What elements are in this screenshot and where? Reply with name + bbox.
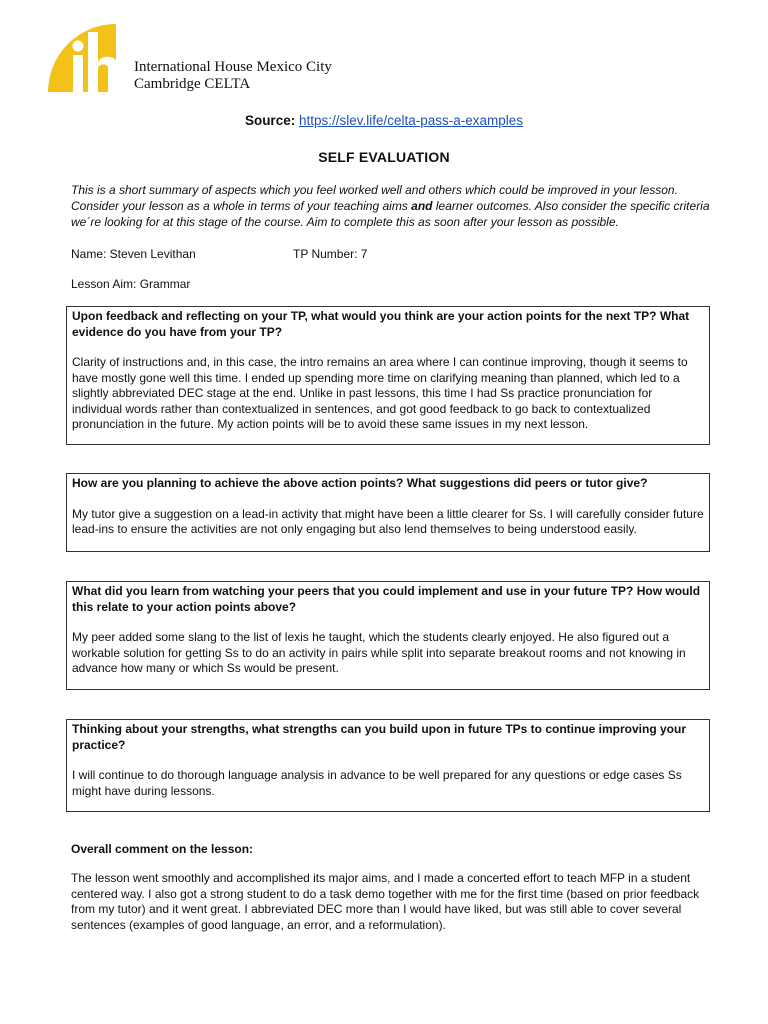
intro-bold-word: and — [411, 199, 433, 213]
section-box-achieve-plan — [66, 473, 710, 552]
logo-i-stem — [73, 55, 83, 92]
org-line-1: International House Mexico City — [134, 59, 332, 75]
tp-number-field: TP Number: 7 — [293, 247, 368, 261]
name-field: Name: Steven Levithan — [71, 247, 196, 261]
organization-name — [134, 59, 332, 93]
intro-text: This is a short summary of aspects which you feel worked well and others which could be improved in your lesson. Consider your lesson as a whole in terms of your teaching aims and learner outcomes. Also consider the specific criteria we´re looking for at this stage of the course. Aim to complete this as soon after your lesson as possible. — [71, 183, 710, 229]
overall-comment: The lesson went smoothly and accomplished its major aims, and I made a concerted effort to teach MFP in a student centered way. I also got a strong student to do a task demo together with me for the first time (based on prior feedback from my tutor) and it went great. I abbreviated DEC more than I would have liked, but was still able to cover several sentences (examples of good language, an error, and a reformulation). — [71, 871, 700, 932]
source-line — [0, 113, 768, 128]
section-answer: Clarity of instructions and, in this case, the intro remains an area where I can continue improving, though it seems to have mostly gone well this time. I ended up spending more time on clarifying meaning than planned, which led to a slightly abbreviated DEC stage at the end. Unlike in past lessons, this time I had Ss practice pronunciation for individual words rather than contextualized in sentences, and got good feedback to go back to contextualized pronunciation in the future. My action points will be to avoid these same issues in my next lesson. — [72, 355, 688, 431]
section-question: How are you planning to achieve the above action points? What suggestions did peers or tutor give? — [72, 476, 648, 490]
section-question: Upon feedback and reflecting on your TP, what would you think are your action points for the next TP? What evidence do you have from your TP? — [72, 309, 690, 339]
section-box-peers — [66, 581, 710, 690]
section-box-strengths — [66, 719, 710, 812]
source-label: Source: — [244, 113, 296, 128]
section-question: Thinking about your strengths, what strengths can you build upon in future TPs to continue improving your practice? — [72, 722, 687, 752]
section-answer: My peer added some slang to the list of lexis he taught, which the students clearly enjoyed. He also figured out a workable solution for getting Ss to do an activity in pairs while split into separate breakout rooms and not knowing in advance how many or which Ss would be present. — [72, 630, 686, 675]
logo-dot — [73, 41, 84, 52]
logo-h-stem — [88, 32, 98, 92]
source-link[interactable]: https://slev.life/celta-pass-a-examples — [298, 113, 524, 128]
section-answer: My tutor give a suggestion on a lead-in activity that might have been a little clearer for Ss. I will carefully consider future lead-ins to ensure the activities are not only engaging but also lend themselves to being understood easily. — [72, 506, 704, 536]
ih-logo — [48, 24, 132, 92]
lesson-aim-field: Lesson Aim: Grammar — [71, 277, 191, 291]
overall-heading: Overall comment on the lesson: — [71, 842, 254, 856]
page-title: SELF EVALUATION — [318, 149, 450, 165]
org-line-2: Cambridge CELTA — [134, 76, 251, 92]
section-answer: I will continue to do thorough language analysis in advance to be well prepared for any questions or edge cases Ss might have during lessons. — [72, 768, 682, 798]
section-box-action-points — [66, 306, 710, 445]
section-question: What did you learn from watching your peers that you could implement and use in your future TP? How would this relate to your action points above? — [72, 584, 701, 614]
